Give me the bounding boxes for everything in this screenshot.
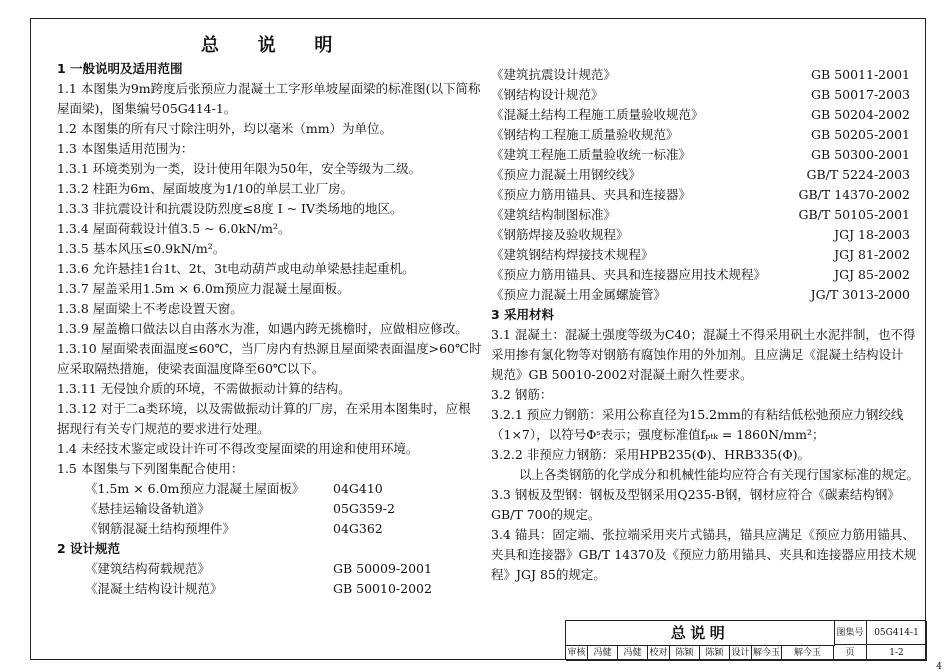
standard-entry: [57, 519, 485, 539]
standard-name: 《混凝土结构工程施工质量验收规范》: [491, 107, 704, 122]
paragraph-line: 1.4 未经技术鉴定或设计许可不得改变屋面梁的用途和使用环境。: [57, 441, 419, 456]
standard-entry: [491, 105, 916, 125]
standard-code: GB/T 14370-2002: [798, 187, 910, 202]
standard-code: GB/T 5224-2003: [806, 167, 910, 182]
page-label: 页: [834, 645, 867, 661]
paragraph-line: 应采取隔热措施，使梁表面温度降至60℃以下。: [57, 361, 325, 376]
paragraph-line: 1.3 本图集适用范围为：: [57, 141, 194, 156]
paragraph-line: 3.2 钢筋：: [491, 387, 553, 402]
standard-name: 《钢筋焊接及验收规程》: [491, 227, 629, 242]
standard-entry: [57, 499, 485, 519]
left-column: [57, 59, 485, 599]
standard-code: JGJ 85-2002: [834, 267, 910, 282]
standard-name: 《建筑钢结构焊接技术规程》: [491, 247, 654, 262]
signature-cell: 校对: [648, 645, 670, 661]
standard-code: GB 50205-2001: [811, 127, 910, 142]
standard-entry: [491, 85, 916, 105]
paragraph-line: 3.2.2 非预应力钢筋：采用HPB235(Φ)、HRB335(Φ)。: [491, 447, 810, 462]
standard-entry: [491, 225, 916, 245]
standard-name: 《混凝土结构设计规范》: [85, 581, 223, 596]
sheet-number: 4: [936, 662, 942, 672]
paragraph-line: 1.1 本图集为9m跨度后张预应力混凝土工字形单坡屋面梁的标准图(以下简称: [57, 81, 481, 96]
paragraph-line: 1.5 本图集与下列图集配合使用：: [57, 461, 244, 476]
signature-cell: 陈颖: [670, 645, 700, 661]
paragraph-line: 规范》GB 50010-2002对混凝土耐久性要求。: [491, 367, 753, 382]
paragraph-line: 1.3.1 环境类别为一类，设计使用年限为50年，安全等级为二级。: [57, 161, 422, 176]
paragraph-line: 1.3.4 屋面荷载设计值3.5 ~ 6.0kN/m²。: [57, 221, 291, 236]
paragraph-line: 1.3.10 屋面梁表面温度≤60℃，当厂房内有热源且屋面梁表面温度>60℃时: [57, 341, 482, 356]
standard-name: 《悬挂运输设备轨道》: [85, 501, 211, 516]
paragraph-line: 以上各类钢筋的化学成分和机械性能均应符合有关现行国家标准的规定。: [519, 467, 920, 482]
paragraph-line: 1.3.6 允许悬挂1台1t、2t、3t电动葫芦或电动单梁悬挂起重机。: [57, 261, 415, 276]
right-column: [491, 65, 920, 585]
paragraph-line: 3.4 锚具：固定端、张拉端采用夹片式锚具，锚具应满足《预应力筋用锚具、: [491, 527, 915, 542]
paragraph-line: （1×7），以符号Φˢ表示；强度标准值fₚₜₖ = 1860N/mm²；: [491, 427, 825, 442]
paragraph-line: 程》JGJ 85的规定。: [491, 567, 606, 582]
paragraph-line: 1.3.7 屋盖采用1.5m × 6.0m预应力混凝土屋面板。: [57, 281, 350, 296]
paragraph-line: 1.3.9 屋盖檐口做法以自由落水为准，如遇内跨无挑檐时，应做相应修改。: [57, 321, 468, 336]
drawing-frame: [30, 18, 926, 660]
standard-entry: [57, 559, 485, 579]
standard-entry: [57, 479, 485, 499]
standard-code: GB 50010-2002: [333, 581, 432, 596]
signature-cell: 审核: [566, 645, 588, 661]
paragraph-line: 屋面梁)，图集编号05G414-1。: [57, 101, 237, 116]
standard-entry: [491, 265, 916, 285]
paragraph-line: 夹具和连接器》GB/T 14370及《预应力筋用锚具、夹具和连接器应用技术规: [491, 547, 917, 562]
standard-code: GB 50300-2001: [811, 147, 910, 162]
page-title: 总 说 明: [201, 35, 349, 56]
standard-code: GB 50017-2003: [811, 87, 910, 102]
standard-entry: [491, 65, 916, 85]
standard-code: GB 50009-2001: [333, 561, 432, 576]
standard-name: 《预应力筋用锚具、夹具和连接器应用技术规程》: [491, 267, 767, 282]
paragraph-line: 1.3.2 柱距为6m、屋面坡度为1/10的单层工业厂房。: [57, 181, 354, 196]
standard-entry: [491, 145, 916, 165]
paragraph-line: 3.3 钢板及型钢：钢板及型钢采用Q235-B钢，钢材应符合《碳素结构钢》: [491, 487, 900, 502]
standard-entry: [491, 245, 916, 265]
atlas-number: 05G414-1: [867, 621, 927, 645]
signature-cell: 解今玉: [782, 645, 834, 661]
standard-code: JGJ 81-2002: [834, 247, 910, 262]
standard-name: 《预应力混凝土用金属螺旋管》: [491, 287, 667, 302]
page-number: 1-2: [867, 645, 927, 661]
signature-cell: 设计: [730, 645, 752, 661]
paragraph-line: 1.2 本图集的所有尺寸除注明外，均以毫米（mm）为单位。: [57, 121, 393, 136]
standard-code: JGJ 18-2003: [834, 227, 910, 242]
title-block-title: 总说明: [566, 621, 835, 646]
paragraph-line: 1.3.11 无侵蚀介质的环境，不需做振动计算的结构。: [57, 381, 351, 396]
standard-name: 《建筑工程施工质量验收统一标准》: [491, 147, 692, 162]
standard-name: 《预应力筋用锚具、夹具和连接器》: [491, 187, 692, 202]
section-heading: 3 采用材料: [491, 307, 555, 322]
standard-code: 05G359-2: [333, 501, 395, 516]
standard-code: GB/T 50105-2001: [798, 207, 910, 222]
paragraph-line: 3.2.1 预应力钢筋：采用公称直径为15.2mm的有粘结低松弛预应力钢绞线: [491, 407, 904, 422]
paragraph-line: 据现行有关专门规范的要求进行处理。: [57, 421, 270, 436]
paragraph-line: 1.3.5 基本风压≤0.9kN/m²。: [57, 241, 226, 256]
paragraph-line: 1.3.8 屋面梁上不考虑设置天窗。: [57, 301, 243, 316]
signature-cell: 解今玉: [752, 645, 782, 661]
standard-entry: [491, 185, 916, 205]
standard-entry: [57, 579, 485, 599]
standard-code: JG/T 3013-2000: [810, 287, 910, 302]
standard-code: GB 50204-2002: [811, 107, 910, 122]
standard-entry: [491, 165, 916, 185]
paragraph-line: 1.3.12 对于二a类环境，以及需做振动计算的厂房，在采用本图集时，应根: [57, 401, 471, 416]
atlas-label: 图集号: [834, 621, 867, 645]
section-heading: 1 一般说明及适用范围: [57, 61, 183, 76]
signature-cell: 冯健: [618, 645, 648, 661]
title-block: [565, 620, 926, 660]
standard-name: 《钢结构工程施工质量验收规范》: [491, 127, 679, 142]
standard-entry: [491, 205, 916, 225]
section-heading: 2 设计规范: [57, 541, 121, 556]
signature-cell: 陈颖: [700, 645, 730, 661]
standard-entry: [491, 125, 916, 145]
standard-name: 《钢筋混凝土结构预埋件》: [85, 521, 236, 536]
paragraph-line: 1.3.3 非抗震设计和抗震设防烈度≤8度 I ~ IV类场地的地区。: [57, 201, 403, 216]
standard-code: 04G410: [333, 481, 383, 496]
standard-name: 《建筑抗震设计规范》: [491, 67, 617, 82]
signature-cell: 冯健: [588, 645, 618, 661]
standard-name: 《建筑结构荷载规范》: [85, 561, 211, 576]
paragraph-line: 3.1 混凝土：混凝土强度等级为C40；混凝土不得采用矾土水泥拌制，也不得: [491, 327, 916, 342]
standard-name: 《1.5m × 6.0m预应力混凝土屋面板》: [85, 481, 305, 496]
paragraph-line: 采用掺有氯化物等对钢筋有腐蚀作用的外加剂。且应满足《混凝土结构设计: [491, 347, 904, 362]
standard-name: 《钢结构设计规范》: [491, 87, 604, 102]
standard-name: 《预应力混凝土用钢绞线》: [491, 167, 642, 182]
standard-entry: [491, 285, 916, 305]
standard-name: 《建筑结构制图标准》: [491, 207, 617, 222]
standard-code: GB 50011-2001: [811, 67, 910, 82]
standard-code: 04G362: [333, 521, 383, 536]
paragraph-line: GB/T 700的规定。: [491, 507, 601, 522]
